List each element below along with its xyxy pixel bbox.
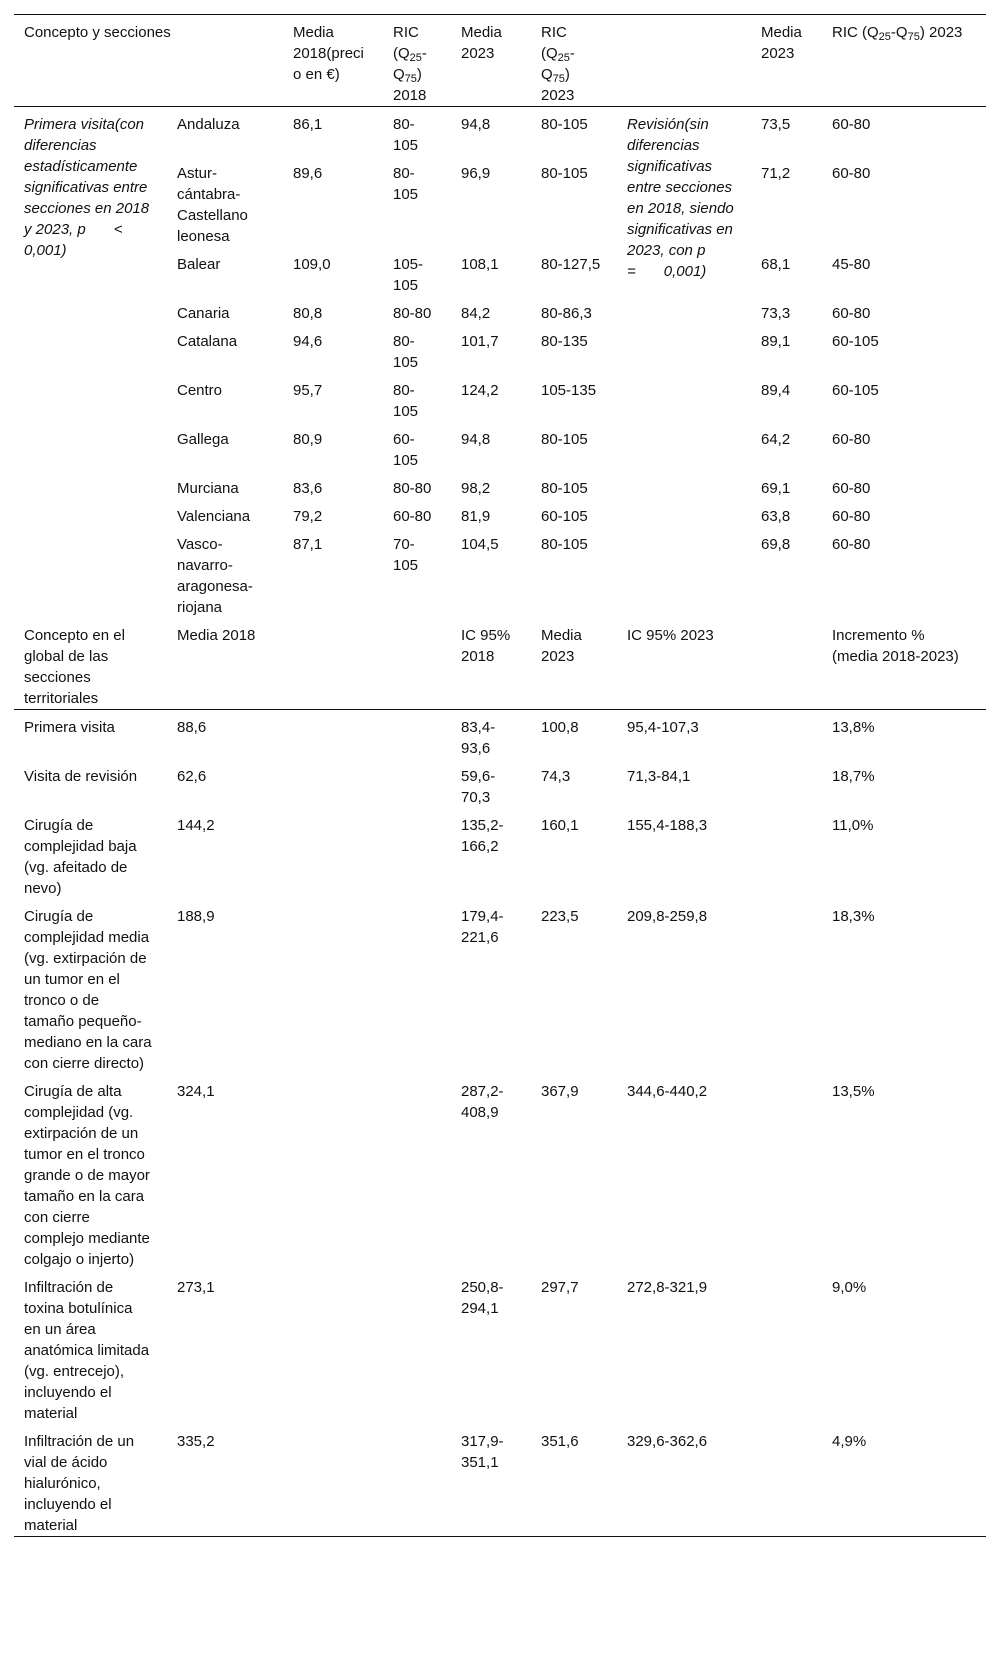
ric-2023: 105-135 xyxy=(541,382,597,399)
seccion-name: Murciana xyxy=(177,480,239,497)
media-2023: 160,1 xyxy=(541,817,579,834)
media-2023: 101,7 xyxy=(461,333,499,350)
ric-2023: 80-86,3 xyxy=(541,305,592,322)
ric-2023: 80-105 xyxy=(541,116,588,133)
ic-2023: 272,8-321,9 xyxy=(627,1279,708,1296)
media-2023: 223,5 xyxy=(541,908,579,925)
revision-label: Revisión(sin diferencias significativas entre secciones en 2018, siendo significativas en 2023, con p= 0,001) xyxy=(627,116,734,280)
revision-ric-2023: 60-80 xyxy=(832,305,871,322)
media-2023: 351,6 xyxy=(531,1424,617,1537)
ic-2018: 135,2-166,2 xyxy=(461,817,504,855)
primera-visita-label: Primera visita(con diferencias estadísticamente significativas entre secciones en 2018 y 2023, p <0,001) xyxy=(24,116,150,259)
concepto: Primera visita xyxy=(24,719,115,736)
header-row-2 xyxy=(14,618,986,710)
media-2018: 87,1 xyxy=(293,536,323,553)
revision-ric-2023: 60-105 xyxy=(832,382,879,399)
media-2018: 88,6 xyxy=(177,719,207,736)
table-row xyxy=(14,107,986,157)
header2-ic-2023: IC 95% 2023 xyxy=(617,618,822,710)
ic-2018: 317,9-351,1 xyxy=(451,1424,531,1537)
revision-media-2023: 73,5 xyxy=(761,116,791,133)
header2-concepto: Concepto en el global de las secciones territoriales xyxy=(14,618,167,710)
empty-cell xyxy=(283,1424,383,1537)
data-table xyxy=(14,14,986,1537)
table-row xyxy=(14,710,986,760)
table-row xyxy=(14,1074,986,1270)
empty-cell xyxy=(383,1074,451,1270)
ic-2018: 250,8-294,1 xyxy=(461,1279,504,1317)
media-2023: 74,3 xyxy=(541,768,571,785)
incremento: 13,5% xyxy=(832,1083,875,1100)
media-2018: 109,0 xyxy=(293,256,331,273)
seccion-name: Centro xyxy=(177,382,223,399)
empty-cell xyxy=(283,899,383,1074)
media-2018: 273,1 xyxy=(177,1279,215,1296)
media-2023: 367,9 xyxy=(541,1083,579,1100)
media-2018: 62,6 xyxy=(177,768,207,785)
revision-ric-2023: 60-80 xyxy=(832,165,871,182)
incremento: 13,8% xyxy=(832,719,875,736)
empty-cell xyxy=(383,1270,451,1424)
ic-2023: 95,4-107,3 xyxy=(627,719,699,736)
ric-2018: 80-80 xyxy=(393,480,432,497)
ic-2018: 287,2-408,9 xyxy=(461,1083,504,1121)
ic-2023: 71,3-84,1 xyxy=(627,768,691,785)
seccion-name: Balear xyxy=(177,256,221,273)
revision-media-2023: 68,1 xyxy=(761,256,791,273)
header-media-2023: Media 2023 xyxy=(451,15,531,107)
ric-2018: 80-105 xyxy=(393,116,419,154)
concepto: Cirugía de complejidad baja (vg. afeitado de nevo) xyxy=(24,817,137,897)
incremento: 11,0% xyxy=(832,817,874,834)
header-media-2018: Media 2018(precio en €) xyxy=(283,15,383,107)
empty-cell xyxy=(383,759,451,808)
ic-2018: 83,4-93,6 xyxy=(461,719,496,757)
ic-2023: 209,8-259,8 xyxy=(627,908,708,925)
media-2018: 80,8 xyxy=(293,305,323,322)
seccion-name: Vasco-navarro-aragonesa-riojana xyxy=(177,536,253,616)
media-2023: 124,2 xyxy=(461,382,499,399)
header2-ic-2018: IC 95% 2018 xyxy=(451,618,531,710)
seccion-name: Canaria xyxy=(177,305,230,322)
header2-incremento: Incremento % (media 2018-2023) xyxy=(822,618,986,710)
media-2018: 188,9 xyxy=(177,908,215,925)
seccion-name: Astur-cántabra-Castellano leonesa xyxy=(177,165,248,245)
media-2023: 104,5 xyxy=(461,536,499,553)
seccion-name: Valenciana xyxy=(177,508,251,525)
media-2023: 96,9 xyxy=(461,165,491,182)
ric-2023: 60-105 xyxy=(541,508,588,525)
media-2018: 83,6 xyxy=(293,480,323,497)
media-2023: 98,2 xyxy=(461,480,491,497)
header2-media-2018: Media 2018 xyxy=(167,618,283,710)
ric-2018: 80-80 xyxy=(393,305,432,322)
media-2018: 79,2 xyxy=(293,508,323,525)
media-2023: 100,8 xyxy=(541,719,579,736)
revision-media-2023: 69,8 xyxy=(761,536,791,553)
ric-2018: 80-105 xyxy=(393,333,419,371)
revision-media-2023: 63,8 xyxy=(761,508,791,525)
table-row xyxy=(14,1270,986,1424)
header-row-1 xyxy=(14,15,986,107)
media-2018: 324,1 xyxy=(177,1083,215,1100)
empty-cell xyxy=(383,899,451,1074)
media-2018: 80,9 xyxy=(293,431,323,448)
media-2018: 335,2 xyxy=(167,1424,283,1537)
media-2023: 297,7 xyxy=(541,1279,579,1296)
revision-media-2023: 64,2 xyxy=(761,431,791,448)
revision-media-2023: 89,4 xyxy=(761,382,791,399)
incremento: 18,3% xyxy=(832,908,875,925)
table-row xyxy=(14,899,986,1074)
ric-2018: 80-105 xyxy=(393,165,419,203)
concepto: Cirugía de complejidad media (vg. extirpación de un tumor en el tronco o de tamaño pequeño-mediano en la cara con cierre directo) xyxy=(24,908,152,1072)
ric-2023: 80-105 xyxy=(541,536,588,553)
concepto: Infiltración de toxina botulínica en un área anatómica limitada (vg. entrecejo), incluyendo el material xyxy=(24,1279,150,1422)
concepto: Cirugía de alta complejidad (vg. extirpación de un tumor en el tronco grande o de mayor tamaño en la cara con cierre complejo mediante colgajo o injerto) xyxy=(24,1083,150,1268)
media-2023: 81,9 xyxy=(461,508,491,525)
header2-media-2023: Media 2023 xyxy=(531,618,617,710)
ic-2023: 155,4-188,3 xyxy=(627,817,708,834)
seccion-name: Andaluza xyxy=(177,116,240,133)
media-2018: 94,6 xyxy=(293,333,323,350)
concepto: Infiltración de un vial de ácido hialurónico, incluyendo el material xyxy=(14,1424,167,1537)
empty-cell xyxy=(283,710,383,760)
header-ric-2023: RIC $(Q_{25}-Q_{75})$ 2023 xyxy=(531,15,617,107)
incremento: 9,0% xyxy=(832,1279,867,1296)
empty-cell xyxy=(283,1270,383,1424)
empty-cell xyxy=(283,759,383,808)
seccion-name: Gallega xyxy=(177,431,229,448)
incremento: 18,7% xyxy=(832,768,875,785)
ric-2023: 80-105 xyxy=(541,431,588,448)
media-2018: 144,2 xyxy=(177,817,215,834)
header-media-2023-revision: Media 2023 xyxy=(751,15,822,107)
table-row xyxy=(14,759,986,808)
ic-2023: 329,6-362,6 xyxy=(617,1424,822,1537)
media-2023: 84,2 xyxy=(461,305,491,322)
revision-ric-2023: 45-80 xyxy=(832,256,871,273)
revision-media-2023: 89,1 xyxy=(761,333,791,350)
empty-cell xyxy=(383,1424,451,1537)
empty-cell xyxy=(283,808,383,899)
ric-2023: 80-127,5 xyxy=(541,256,601,273)
header2-empty xyxy=(383,618,451,710)
media-2023: 94,8 xyxy=(461,431,491,448)
ric-2018: 70-105 xyxy=(393,536,419,574)
revision-ric-2023: 60-80 xyxy=(832,431,871,448)
header-ric-2018: RIC $(Q_{25}-Q_{75})$ 2018 xyxy=(383,15,451,107)
ric-2018: 80-105 xyxy=(393,382,419,420)
empty-cell xyxy=(383,808,451,899)
revision-media-2023: 71,2 xyxy=(761,165,791,182)
media-2018: 95,7 xyxy=(293,382,323,399)
revision-ric-2023: 60-105 xyxy=(832,333,879,350)
media-2018: 86,1 xyxy=(293,116,323,133)
table-row xyxy=(14,1424,986,1537)
ric-2023: 80-105 xyxy=(541,480,588,497)
ric-2023: 80-105 xyxy=(541,165,588,182)
revision-ric-2023: 60-80 xyxy=(832,480,871,497)
ric-2018: 60-80 xyxy=(393,508,432,525)
ric-2018: 60-105 xyxy=(393,431,419,469)
ic-2018: 179,4-221,6 xyxy=(461,908,504,946)
media-2023: 108,1 xyxy=(461,256,499,273)
table-row xyxy=(14,808,986,899)
empty-cell xyxy=(283,1074,383,1270)
ic-2018: 59,6-70,3 xyxy=(461,768,496,806)
header2-empty xyxy=(283,618,383,710)
revision-media-2023: 73,3 xyxy=(761,305,791,322)
revision-media-2023: 69,1 xyxy=(761,480,791,497)
seccion-name: Catalana xyxy=(177,333,238,350)
concepto: Visita de revisión xyxy=(24,768,138,785)
ric-2023: 80-135 xyxy=(541,333,588,350)
ic-2023: 344,6-440,2 xyxy=(627,1083,708,1100)
revision-ric-2023: 60-80 xyxy=(832,508,871,525)
media-2018: 89,6 xyxy=(293,165,323,182)
empty-cell xyxy=(383,710,451,760)
incremento: 4,9% xyxy=(822,1424,986,1537)
media-2023: 94,8 xyxy=(461,116,491,133)
header-concepto: Concepto y secciones xyxy=(14,15,283,107)
header-ric-2023-revision: RIC $(Q_{25}-Q_{75})$ 2023 xyxy=(822,15,986,107)
ric-2018: 105-105 xyxy=(393,256,424,294)
header-empty xyxy=(617,15,751,107)
revision-ric-2023: 60-80 xyxy=(832,536,871,553)
revision-ric-2023: 60-80 xyxy=(832,116,871,133)
